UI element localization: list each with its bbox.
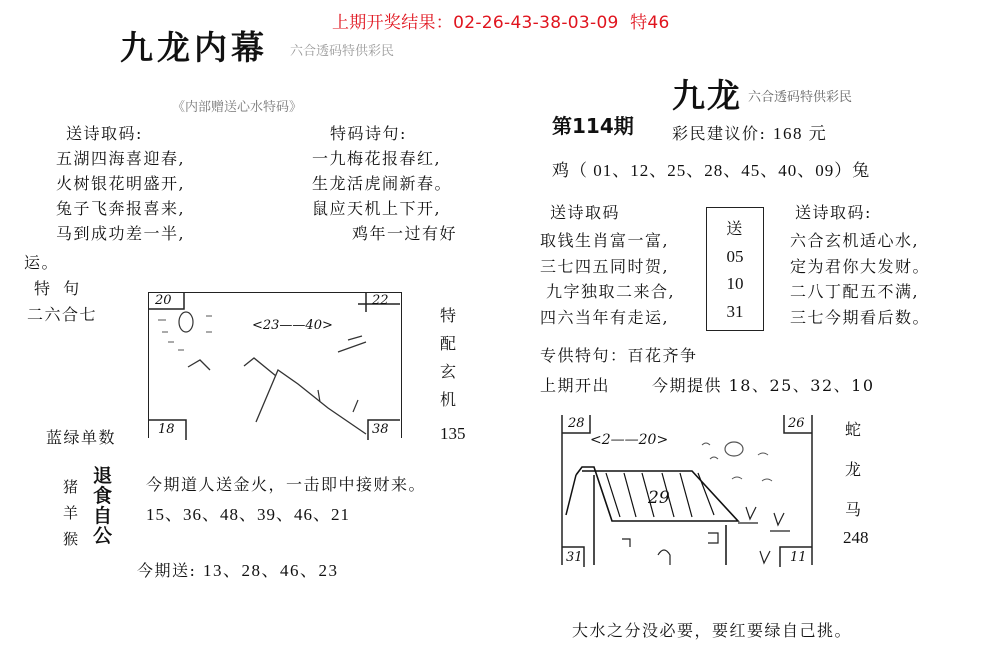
send-box-number: 10: [726, 274, 744, 294]
side-char: 特: [440, 306, 458, 325]
left-title-sub: 六合透码特供彩民: [290, 44, 395, 59]
motto-char: 公: [93, 525, 113, 547]
motto-char: 食: [93, 485, 113, 507]
right-poem-lines: [540, 228, 675, 330]
poem-line: 九字独取二来合,: [546, 282, 676, 301]
poem-line: 一九梅花报春红,: [312, 149, 442, 168]
left-corner-tl: 20: [155, 293, 172, 308]
poem-line: 定为君你大发财。: [790, 256, 931, 276]
poem-line: 五湖四海喜迎春,: [56, 149, 186, 168]
send-box-number: 05: [726, 246, 744, 266]
last-draw-banner: [332, 8, 670, 33]
color-label: 蓝绿单数: [46, 428, 117, 447]
poem-line: 火树银花明盛开,: [56, 174, 186, 193]
zodiac-char: 羊: [63, 504, 80, 522]
price-value: 168 元: [773, 124, 828, 143]
right-corner-tr: 26: [788, 416, 805, 431]
side-char: 机: [440, 390, 458, 409]
special-poem-heading: 特码诗句:: [330, 124, 407, 143]
left-subtitle: 《内部赠送心水特码》: [172, 100, 303, 115]
motto-char: 退: [93, 465, 113, 487]
poem-line: 兔子飞奔报喜来,: [56, 199, 186, 218]
right-title: 九龙: [672, 76, 742, 115]
right-corner-bl: 31: [566, 550, 583, 565]
special-poem-lines: [312, 146, 457, 246]
poem-line: 鼠应天机上下开,: [312, 199, 442, 218]
price-label: 彩民建议价:: [672, 124, 767, 143]
poem-line: 生龙活虎闹新春。: [312, 174, 453, 193]
right-title-sub: 六合透码特供彩民: [748, 90, 853, 105]
motto-vertical: [93, 466, 112, 546]
right-side-number: 248: [843, 528, 869, 547]
send-label: 今期送:: [137, 561, 197, 580]
zodiac-char: 蛇: [845, 420, 863, 439]
side-char: 玄: [440, 362, 458, 381]
poem-line: 鸡年一过有好: [352, 224, 458, 243]
send-line: [137, 556, 339, 581]
right-special-phrase: 专供特句：百花齐争: [540, 346, 698, 365]
left-corner-bl: 18: [158, 422, 175, 437]
price-line: [672, 119, 827, 144]
zodiac-char: 猴: [63, 530, 80, 548]
send-box: [706, 207, 764, 331]
banner-label: 上期开奖结果：: [332, 13, 454, 33]
send-numbers: 13、28、46、23: [203, 561, 339, 580]
verse-numbers: 15、36、48、39、46、21: [146, 505, 350, 524]
right-sketch-caption: <2——20>: [590, 432, 669, 448]
left-corner-tr: 22: [372, 293, 389, 308]
poem-overflow: 运。: [24, 253, 60, 272]
zodiac-char: 龙: [845, 460, 863, 479]
poem-line: 三七今期看后数。: [790, 307, 931, 327]
verse: 今期道人送金火，一击即中接财来。: [146, 475, 427, 494]
special-phrase-value: 二六合七: [27, 305, 98, 324]
roof-number: 29: [648, 488, 670, 508]
left-poem-heading: 送诗取码:: [66, 124, 143, 143]
right-poem-heading: 送诗取码: [550, 203, 621, 222]
issue-number: 第114期: [552, 114, 634, 138]
send-box-number: 31: [726, 302, 744, 322]
right-poem2-heading: 送诗取码:: [795, 203, 872, 222]
right-side-vertical: [845, 410, 863, 530]
poem-line: 马到成功差一半,: [56, 224, 186, 243]
special-phrase-heading: 特 句: [34, 279, 84, 298]
zodiac-vertical: [63, 474, 79, 552]
right-corner-br: 11: [790, 550, 807, 565]
left-poem-lines: [56, 146, 185, 246]
poem-line: 取钱生肖富一富,: [540, 231, 670, 250]
send-box-label: 送: [726, 218, 744, 238]
left-sketch-drawing: [148, 292, 402, 440]
left-side-vertical: [440, 302, 458, 414]
poem-line: 六合玄机适心水,: [790, 231, 920, 250]
poem-line: 三七四五同时贺,: [540, 256, 670, 276]
provide-numbers: 今期提供 18、25、32、10: [652, 376, 875, 395]
poem-line: 四六当年有走运,: [540, 307, 670, 327]
left-corner-br: 38: [372, 422, 389, 437]
left-side-number: 135: [440, 424, 466, 443]
footer-verse: 大水之分没必要，要红要绿自己挑。: [572, 621, 853, 640]
banner-numbers: 02-26-43-38-03-09: [453, 13, 619, 33]
banner-special: 特46: [630, 13, 670, 33]
poem-line: 二八丁配五不满,: [790, 282, 920, 301]
zodiac-char: 猪: [63, 478, 80, 496]
right-poem2-lines: [790, 228, 930, 330]
last-draw-label: 上期开出: [540, 376, 611, 395]
motto-char: 自: [93, 505, 113, 527]
right-corner-tl: 28: [568, 416, 585, 431]
left-sketch-caption: <23——40>: [252, 318, 333, 333]
numbers-line: 鸡（ 01、12、25、28、45、40、09）兔: [552, 161, 871, 180]
left-title: 九龙内幕: [120, 28, 268, 67]
side-char: 配: [440, 334, 458, 353]
zodiac-char: 马: [845, 500, 863, 519]
